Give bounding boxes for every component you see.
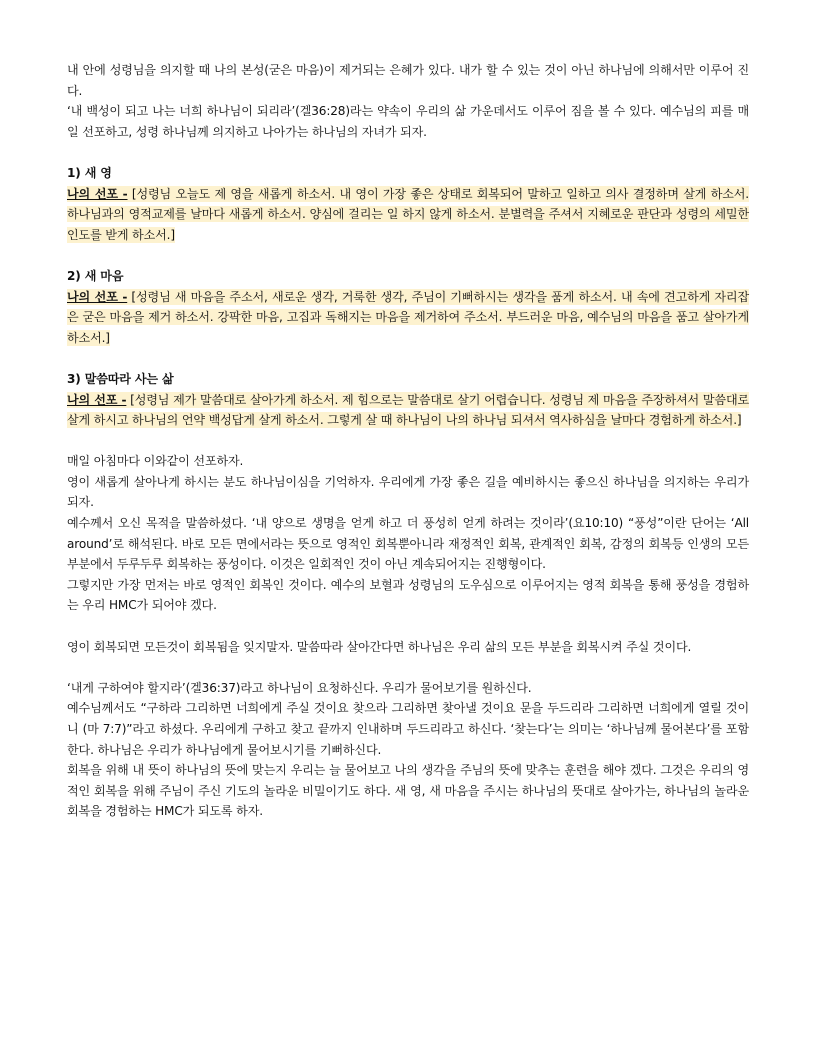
body-paragraph: 회복을 위해 내 뜻이 하나님의 뜻에 맞는지 우리는 늘 물어보고 나의 생각을 주님의 뜻에 맞추는 훈련을 해야 겠다. 그것은 우리의 영적인 회복을 위해 주님이 주신 기도의 놀라운 비밀이기도 하다. 새 영, 새 마음을 주시는 하나님의 뜻대로 살아가는, 하나님의 놀라운 회복을 경험하는 HMC가 되도록 하자. — [67, 763, 749, 819]
body-paragraph: 예수님께서도 “구하라 그리하면 너희에게 주실 것이요 찾으라 그리하면 찾아낼 것이요 문을 두드리라 그리하면 너희에게 열릴 것이니 (마 7:7)”라고 하셨다. 우리에게 구하고 찾고 끝까지 인내하며 두드리라고 하신다. ‘찾는다’는 의미는 ‘하나님께 물어본다’를 포함한다. 하나님은 우리가 하나님에게 물어보시기를 기뻐하신다. — [67, 701, 749, 757]
declaration-paragraph — [67, 184, 749, 246]
spacer — [67, 431, 749, 452]
section-new-spirit — [67, 163, 749, 245]
declaration-paragraph — [67, 390, 749, 431]
body-paragraph: 영이 회복되면 모든것이 회복됨을 잊지말자. 말씀따라 살아간다면 하나님은 우리 삶의 모든 부분을 회복시켜 주실 것이다. — [67, 639, 692, 654]
spacer — [67, 348, 749, 369]
body-paragraph: ‘내게 구하여야 할지라’(겔36:37)라고 하나님이 요청하신다. 우리가 물어보기를 원하신다. — [67, 680, 532, 695]
section-heading: 2) 새 마음 — [67, 268, 124, 283]
declaration-text: [성령님 제가 말씀대로 살아가게 하소서. 제 힘으로는 말씀대로 살기 어렵습니다. 성령님 제 마음을 주장하셔서 말씀대로 살게 하시고 하나님의 언약 백성답게 살게 하소서. 그렇게 살 때 하나님이 나의 하나님 되셔서 역사하심을 날마다 경험하게 하소서.] — [67, 392, 750, 428]
declaration-text: [성령님 오늘도 제 영을 새롭게 하소서. 내 영이 가장 좋은 상태로 회복되어 말하고 일하고 의사 결정하며 살게 하소서. 하나님과의 영적교제를 날마다 새롭게 하소서. 양심에 걸리는 일 하지 않게 하소서. 분별력을 주셔서 지혜로운 판단과 성령의 세밀한 인도를 받게 하소서.] — [67, 186, 749, 242]
body-paragraph: 예수께서 오신 목적을 말씀하셨다. ‘내 양으로 생명을 얻게 하고 더 풍성히 얻게 하려는 것이라’(요10:10) “풍성”이란 단어는 ‘All around’로 해석된다. 바로 모든 면에서라는 뜻으로 영적인 회복뿐아니라 재정적인 회복, 관계적인 회복, 감정의 회복등 인생의 모든부분에서 두루두루 회복하는 풍성이다. 이것은 일회적인 것이 아닌 계속되어지는 진행형이다. — [67, 516, 749, 572]
section-new-heart — [67, 266, 749, 348]
declaration-text: [성령님 새 마음을 주소서, 새로운 생각, 거룩한 생각, 주님이 기뻐하시는 생각을 품게 하소서. 내 속에 견고하게 자리잡은 굳은 마음을 제거 하소서. 강팍한 마음, 고집과 독해지는 마음을 제거하여 주소서. 부드러운 마음, 예수님의 마음을 품고 살아가게 하소서.] — [67, 289, 749, 345]
section-heading: 3) 말씀따라 사는 삶 — [67, 371, 174, 386]
intro-paragraph: 내 안에 성령님을 의지할 때 나의 본성(굳은 마음)이 제거되는 은혜가 있다. 내가 할 수 있는 것이 아닌 하나님에 의해서만 이루어 진다. — [67, 63, 749, 98]
declaration-label: 나의 선포 - — [67, 289, 128, 304]
section-heading: 1) 새 영 — [67, 165, 112, 180]
declaration-highlight — [67, 289, 749, 346]
declaration-label: 나의 선포 - — [67, 392, 127, 407]
spacer — [67, 657, 749, 678]
declaration-highlight — [67, 186, 749, 243]
declaration-paragraph — [67, 287, 749, 349]
declaration-highlight — [67, 392, 749, 429]
body-paragraph: 그렇지만 가장 먼저는 바로 영적인 회복인 것이다. 예수의 보혈과 성령님의 도우심으로 이루어지는 영적 회복을 통해 풍성을 경험하는 우리 HMC가 되어야 겠다. — [67, 577, 749, 613]
spacer — [67, 245, 749, 266]
intro-paragraph: ‘내 백성이 되고 나는 너희 하나님이 되리라’(겔36:28)라는 약속이 우리의 삶 가운데서도 이루어 짐을 볼 수 있다. 예수님의 피를 매일 선포하고, 성령 하나님께 의지하고 나아가는 하나님의 자녀가 되자. — [67, 104, 749, 139]
declaration-label: 나의 선포 - — [67, 186, 128, 201]
body-paragraph: 영이 새롭게 살아나게 하시는 분도 하나님이심을 기억하자. 우리에게 가장 좋은 길을 예비하시는 좋으신 하나님을 의지하는 우리가 되자. — [67, 474, 749, 510]
spacer — [67, 142, 749, 163]
section-living-by-word — [67, 369, 749, 431]
spacer — [67, 616, 749, 637]
body-paragraph: 매일 아침마다 이와같이 선포하자. — [67, 454, 244, 469]
